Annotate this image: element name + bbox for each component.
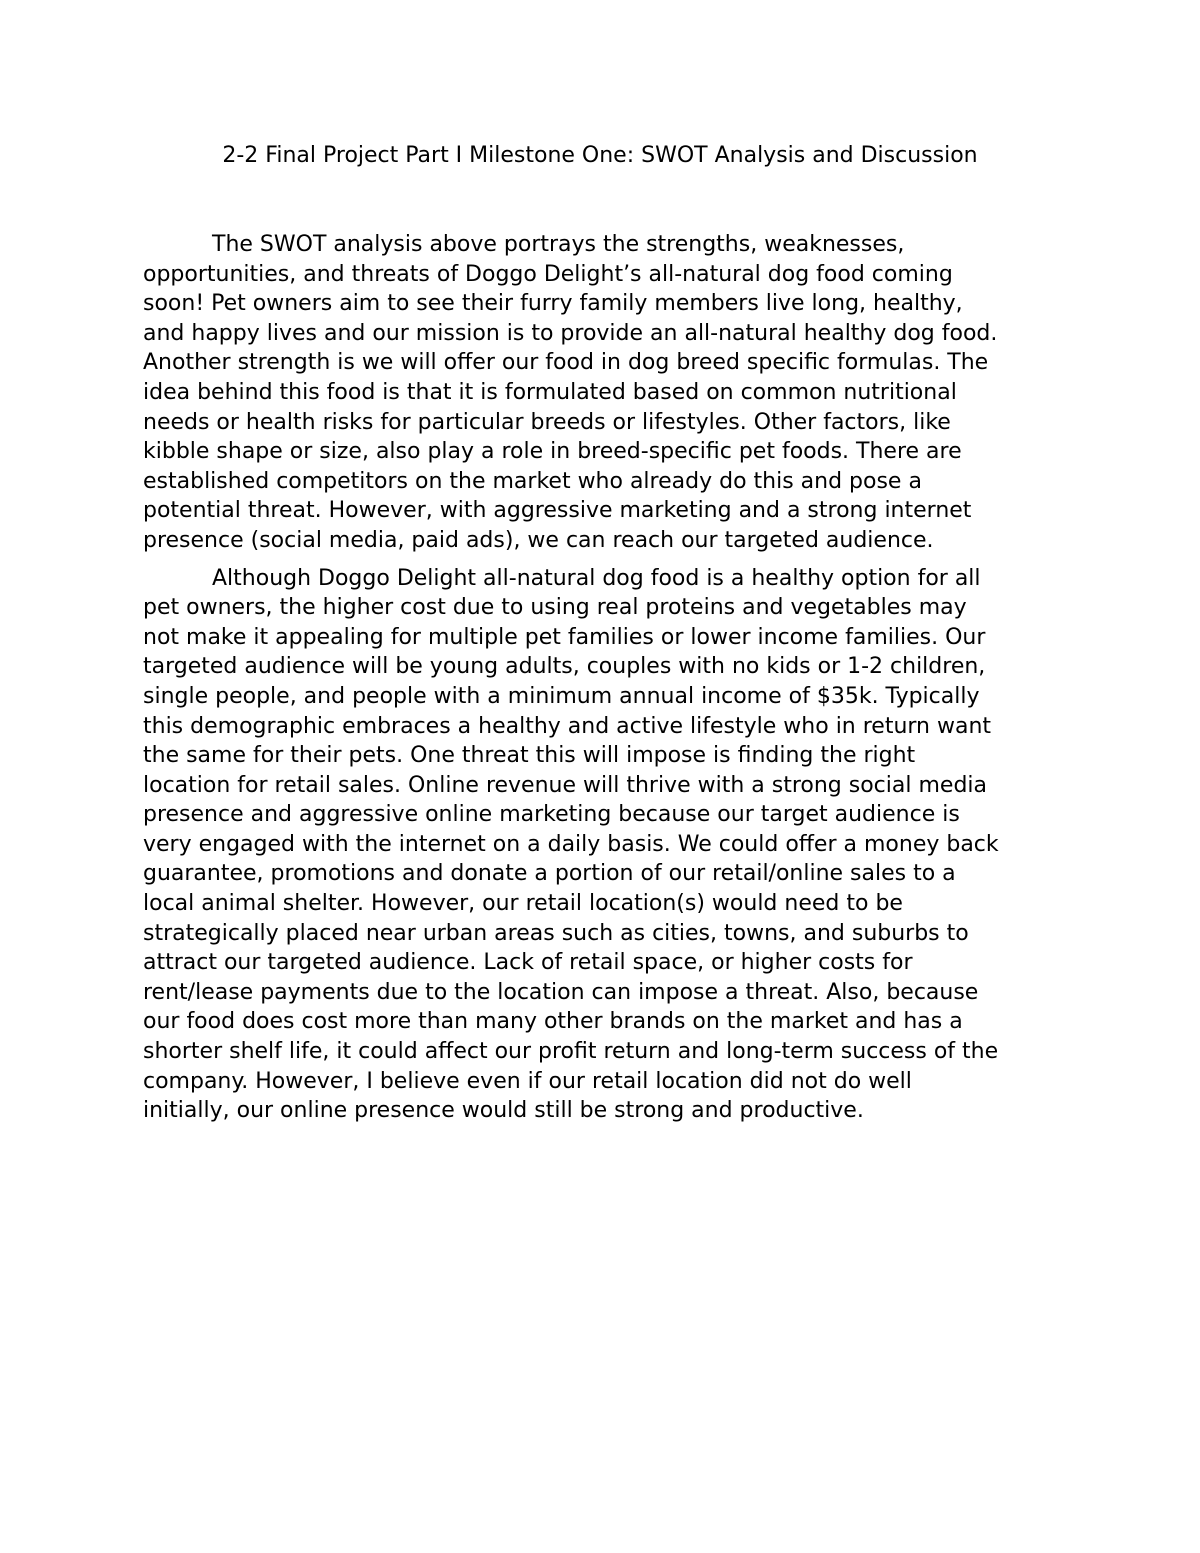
text-line: company. However, I believe even if our retail location did not do well xyxy=(143,1068,912,1094)
text-line: very engaged with the internet on a daily basis. We could offer a money back xyxy=(143,831,999,857)
text-line: pet owners, the higher cost due to using real proteins and vegetables may xyxy=(143,595,967,621)
text-line: not make it appealing for multiple pet families or lower income families. Our xyxy=(143,624,986,650)
text-line: soon! Pet owners aim to see their furry family members live long, healthy, xyxy=(143,291,963,317)
text-line: presence and aggressive online marketing because our target audience is xyxy=(143,802,960,828)
text-line: idea behind this food is that it is formulated based on common nutritional xyxy=(143,379,957,405)
text-line: potential threat. However, with aggressive marketing and a strong internet xyxy=(143,498,972,524)
text-line: rent/lease payments due to the location can impose a threat. Also, because xyxy=(143,979,979,1005)
paragraph-swot-overview xyxy=(143,230,1063,556)
text-line: strategically placed near urban areas such as cities, towns, and suburbs to xyxy=(143,920,969,946)
text-line: guarantee, promotions and donate a portion of our retail/online sales to a xyxy=(143,861,956,887)
text-line: location for retail sales. Online revenue will thrive with a strong social media xyxy=(143,772,988,798)
text-line: our food does cost more than many other brands on the market and has a xyxy=(143,1009,963,1035)
text-line: needs or health risks for particular breeds or lifestyles. Other factors, like xyxy=(143,409,951,435)
text-line: targeted audience will be young adults, couples with no kids or 1-2 children, xyxy=(143,654,986,680)
paragraph-audience-and-threats xyxy=(143,564,1063,1126)
text-line: The SWOT analysis above portrays the strengths, weaknesses, xyxy=(212,232,905,257)
text-line: shorter shelf life, it could affect our profit return and long-term success of the xyxy=(143,1039,999,1065)
text-line: and happy lives and our mission is to provide an all-natural healthy dog food. xyxy=(143,320,998,346)
document-body xyxy=(143,230,1063,1134)
text-line: opportunities, and threats of Doggo Delight’s all-natural dog food coming xyxy=(143,261,953,287)
text-line: this demographic embraces a healthy and active lifestyle who in return want xyxy=(143,713,992,739)
text-line: initially, our online presence would still be strong and productive. xyxy=(143,1098,864,1124)
document-title: 2-2 Final Project Part I Milestone One: SWOT Analysis and Discussion xyxy=(222,143,978,168)
text-line: kibble shape or size, also play a role in breed-specific pet foods. There are xyxy=(143,439,962,465)
text-line: Another strength is we will offer our food in dog breed specific formulas. The xyxy=(143,350,989,376)
text-line: the same for their pets. One threat this will impose is finding the right xyxy=(143,743,916,769)
text-line: single people, and people with a minimum annual income of $35k. Typically xyxy=(143,683,980,709)
text-line: established competitors on the market who already do this and pose a xyxy=(143,468,922,494)
text-line: presence (social media, paid ads), we can reach our targeted audience. xyxy=(143,527,934,553)
text-line: attract our targeted audience. Lack of retail space, or higher costs for xyxy=(143,950,913,976)
text-line: Although Doggo Delight all-natural dog food is a healthy option for all xyxy=(212,565,981,591)
text-line: local animal shelter. However, our retail location(s) would need to be xyxy=(143,891,903,917)
